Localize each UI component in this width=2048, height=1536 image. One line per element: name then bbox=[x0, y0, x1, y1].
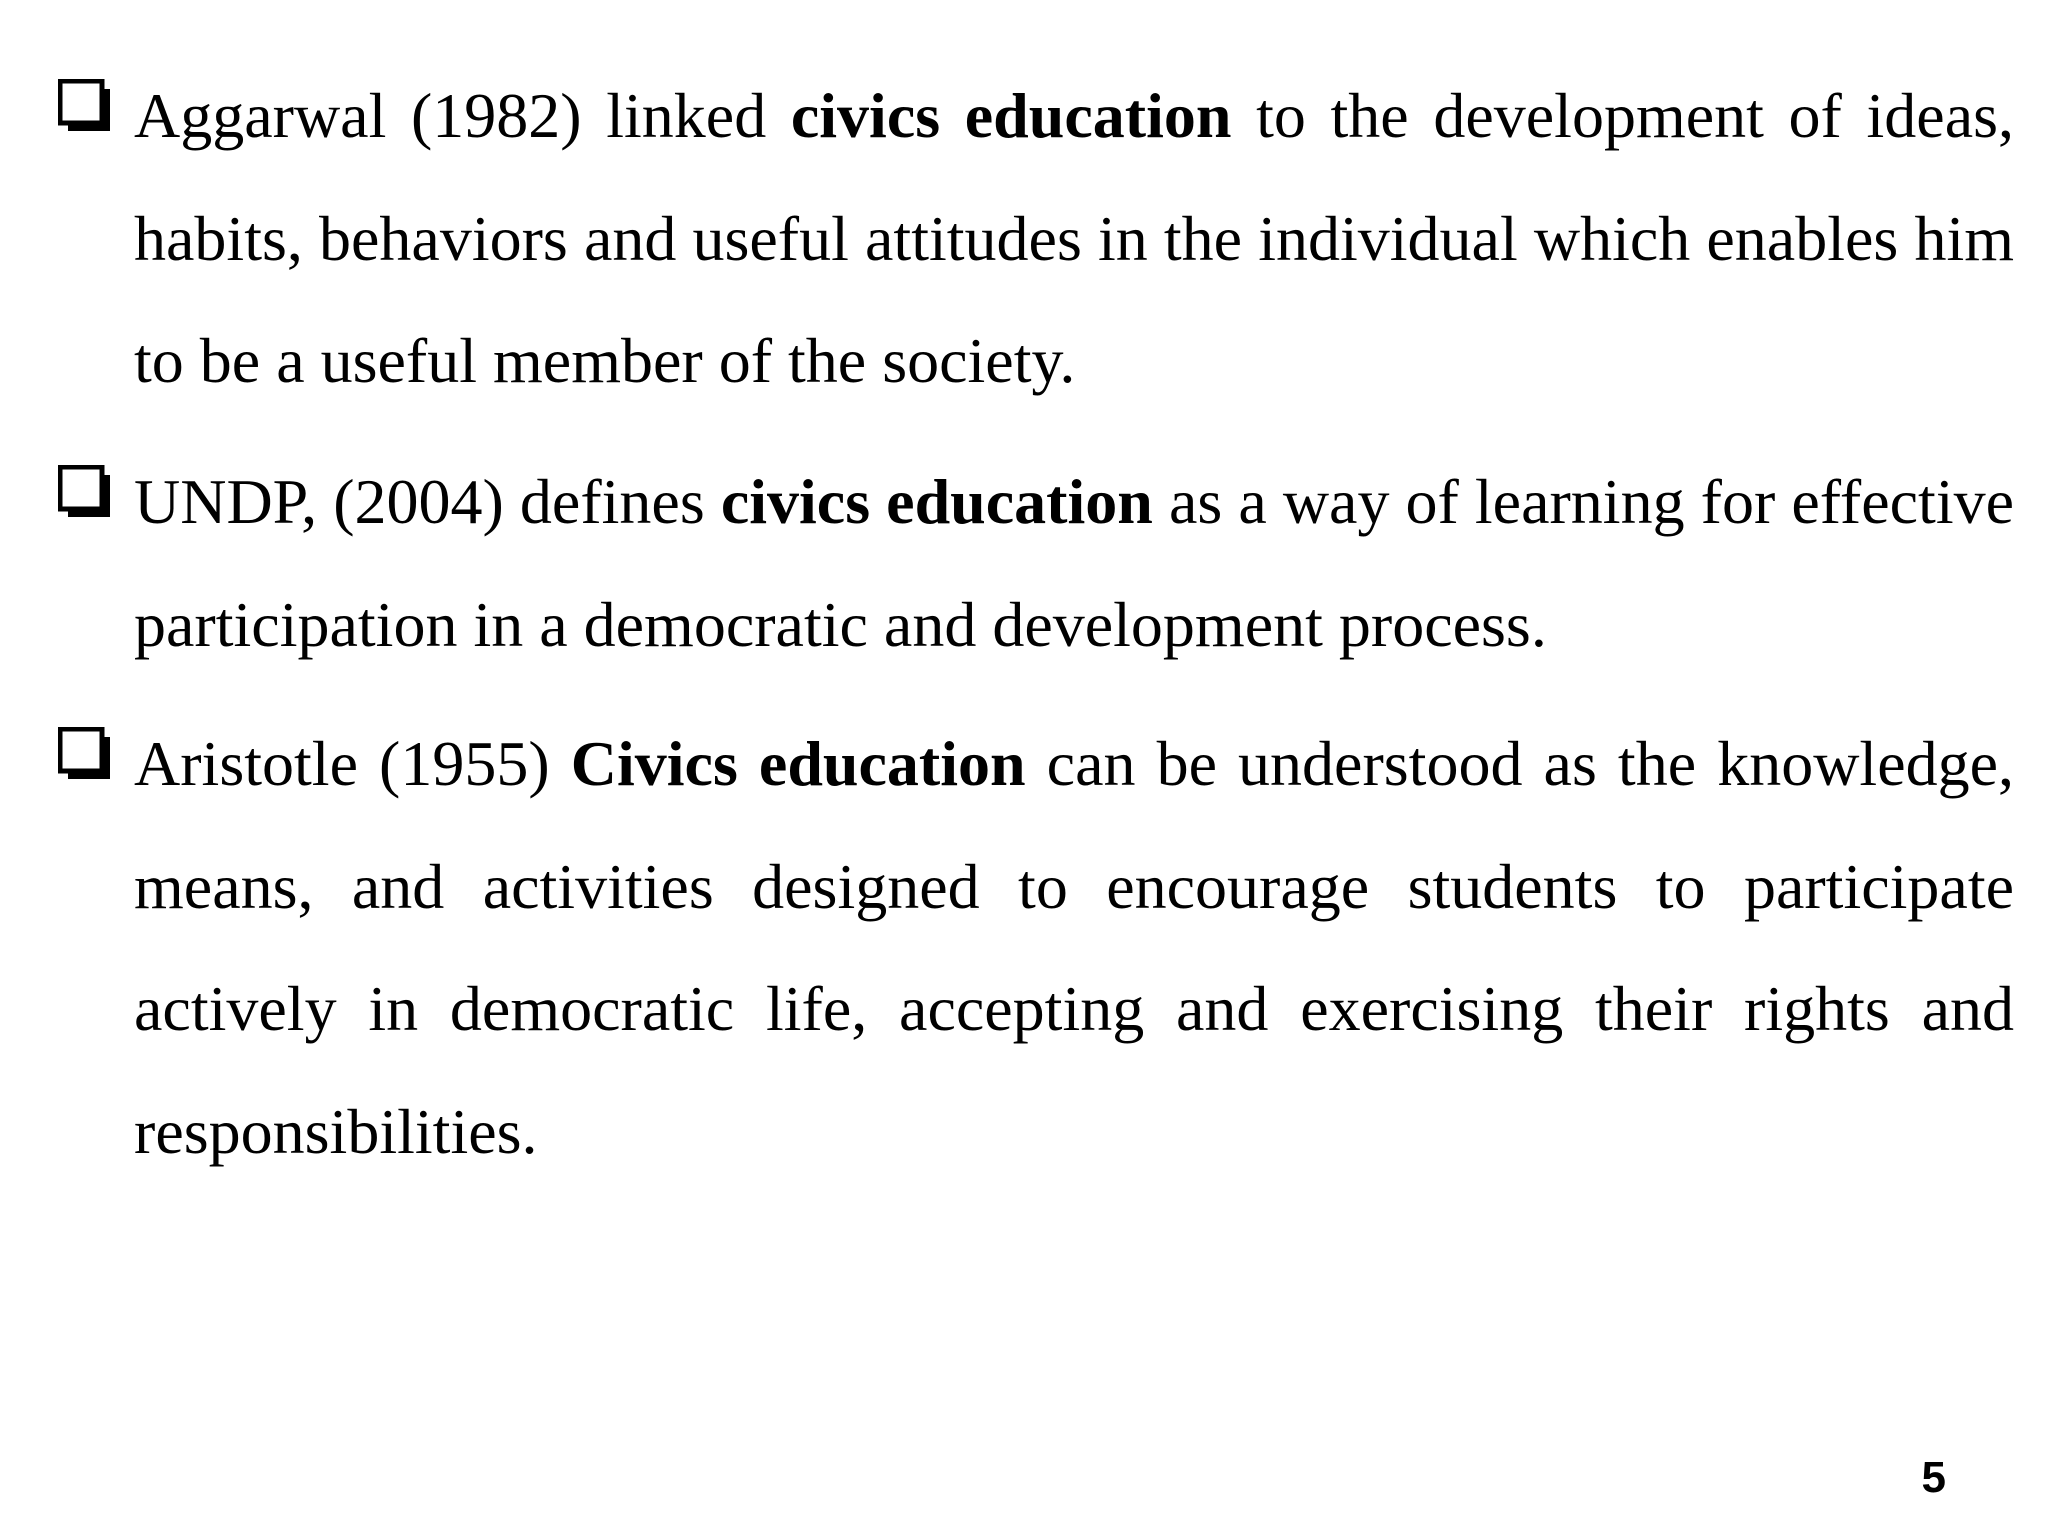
checkbox-square-icon bbox=[58, 465, 112, 519]
bullet-bold-term: civics education bbox=[720, 466, 1153, 537]
bullet-rest: to the development of ideas, habits, behaviors and useful attitudes in the individual which enables him to be a useful member of the society. bbox=[134, 80, 2015, 396]
bullet-text bbox=[134, 441, 2014, 686]
page-number: 5 bbox=[1921, 1453, 1946, 1502]
bullet-lead: Aristotle (1955) bbox=[134, 728, 571, 799]
bullet-bold-term: Civics education bbox=[570, 728, 1026, 799]
bullet-lead: UNDP, (2004) defines bbox=[134, 466, 721, 537]
bullet-rest: can be understood as the knowledge, means, and activities designed to encourage students to participate actively in democratic life, accepting and exercising their rights and responsibilities. bbox=[134, 728, 2015, 1167]
checkbox-square-icon bbox=[58, 727, 112, 781]
bullet-bold-term: civics education bbox=[790, 80, 1232, 151]
checkbox-square-icon bbox=[58, 79, 112, 133]
bullet-text bbox=[134, 55, 2014, 423]
bullet-rest: as a way of learning for effective participation in a democratic and development process. bbox=[134, 466, 2015, 660]
bullet-text bbox=[134, 703, 2014, 1193]
bullet-lead: Aggarwal (1982) linked bbox=[134, 80, 791, 151]
